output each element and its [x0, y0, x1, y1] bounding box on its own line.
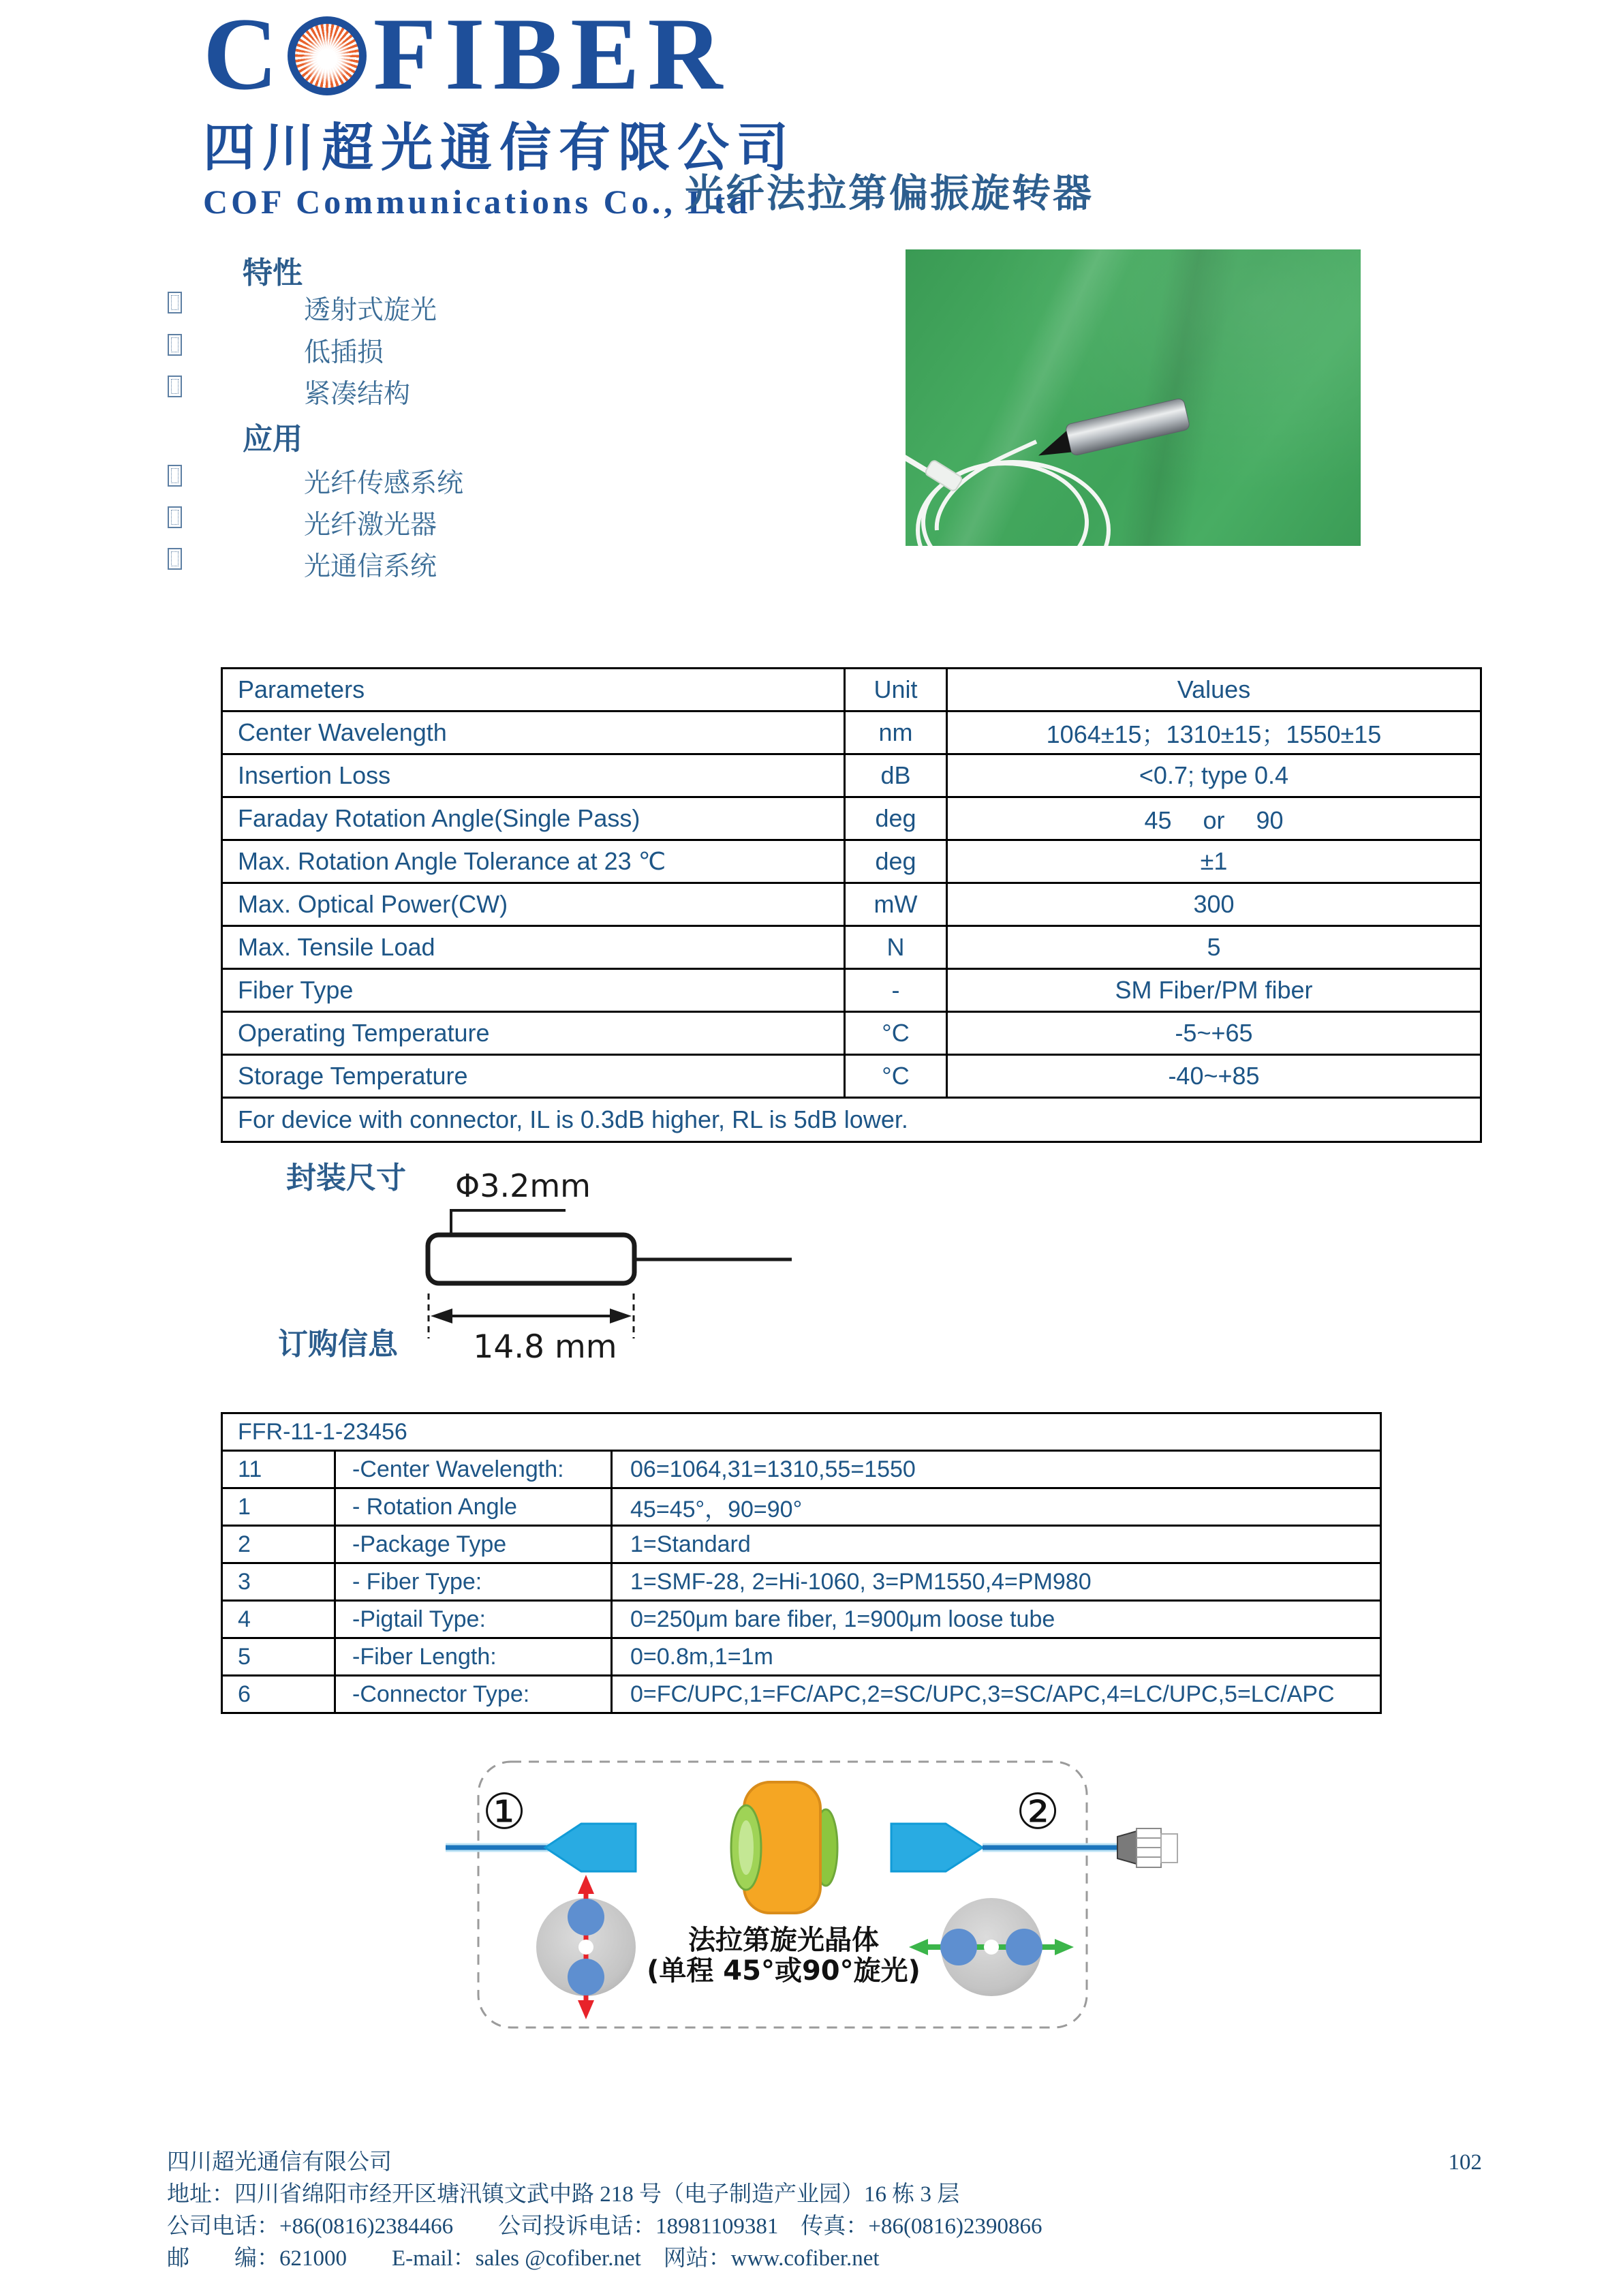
- header-unit: Unit: [845, 669, 947, 711]
- order-code: 4: [222, 1601, 335, 1638]
- dimension-drawing: [368, 1152, 831, 1370]
- arrowhead-left-icon: [431, 1308, 452, 1323]
- table-note: For device with connector, IL is 0.3dB higher, RL is 5dB lower.: [222, 1098, 1481, 1142]
- param-value: 5: [947, 926, 1481, 969]
- feature-label: 紧凑结构: [304, 380, 411, 409]
- package-size-heading: 封装尺寸: [286, 1161, 406, 1195]
- brand-letters-fiber: FIBER: [373, 0, 731, 111]
- table-row: [222, 840, 1481, 883]
- diameter-label: Φ3.2mm: [455, 1167, 591, 1204]
- param-value: <0.7; type 0.4: [947, 754, 1481, 797]
- order-field: -Package Type: [335, 1526, 612, 1563]
- product-photo-drawing: [906, 249, 1361, 546]
- page-title: 光纤法拉第偏振旋转器: [685, 172, 1094, 215]
- order-field: -Pigtail Type:: [335, 1601, 612, 1638]
- principle-schematic: [436, 1741, 1206, 2045]
- param-value: SM Fiber/PM fiber: [947, 969, 1481, 1012]
- header-values: Values: [947, 669, 1481, 711]
- param-value: -5~+65: [947, 1012, 1481, 1055]
- table-header-row: [222, 669, 1481, 711]
- center-core-dot: [984, 1940, 999, 1955]
- order-code: 1: [222, 1488, 335, 1526]
- cylinder-outline: [428, 1235, 634, 1283]
- bullet-missing-glyph-icon: [168, 334, 182, 356]
- table-row: [222, 754, 1481, 797]
- page-footer: [167, 2147, 1482, 2275]
- center-core-dot: [578, 1940, 593, 1955]
- brand-wordmark: [203, 0, 796, 111]
- bullet-missing-glyph-icon: [168, 376, 182, 397]
- param-name: Max. Tensile Load: [222, 926, 845, 969]
- param-unit: nm: [845, 711, 947, 754]
- table-row: [222, 1012, 1481, 1055]
- param-value: 45 or 90: [947, 797, 1481, 840]
- feature-item: [304, 373, 410, 411]
- table-row: [222, 1055, 1481, 1098]
- param-value: 300: [947, 883, 1481, 926]
- arrowhead-right-icon: [1055, 1939, 1074, 1955]
- applications-heading: 应用: [243, 423, 303, 456]
- param-value: ±1: [947, 840, 1481, 883]
- core-dot: [940, 1929, 977, 1965]
- company-name-cn: 四川超光通信有限公司: [203, 120, 796, 177]
- param-name: Insertion Loss: [222, 754, 845, 797]
- table-row: [222, 1563, 1381, 1601]
- param-value: -40~+85: [947, 1055, 1481, 1098]
- features-heading: 特性: [243, 256, 303, 290]
- fiber-loops: [906, 442, 1109, 546]
- table-row: [222, 1488, 1381, 1526]
- application-item: [304, 462, 463, 500]
- feature-item: [304, 331, 384, 369]
- product-photo: [906, 249, 1361, 546]
- table-note-row: [222, 1098, 1481, 1142]
- core-dot: [568, 1899, 604, 1935]
- company-name-en: COF Communications Co., Ltd: [203, 183, 752, 221]
- bullet-missing-glyph-icon: [168, 548, 182, 570]
- order-options: 45=45°，90=90°: [612, 1488, 1381, 1526]
- param-unit: deg: [845, 797, 947, 840]
- order-options: 1=Standard: [612, 1526, 1381, 1563]
- ordering-table: [221, 1412, 1382, 1714]
- application-label: 光纤传感系统: [304, 469, 464, 498]
- marker-2: ②: [1015, 1783, 1060, 1840]
- brand-letter-c: C: [203, 0, 286, 111]
- collimator-right: [891, 1824, 983, 1871]
- table-row: [222, 1676, 1381, 1713]
- bullet-missing-glyph-icon: [168, 465, 182, 487]
- table-row: [222, 711, 1481, 754]
- order-field: -Fiber Length:: [335, 1638, 612, 1676]
- param-unit: °C: [845, 1012, 947, 1055]
- param-unit: deg: [845, 840, 947, 883]
- param-unit: mW: [845, 883, 947, 926]
- param-name: Max. Optical Power(CW): [222, 883, 845, 926]
- table-row: [222, 1601, 1381, 1638]
- param-name: Max. Rotation Angle Tolerance at 23 ℃: [222, 840, 845, 883]
- application-label: 光通信系统: [304, 552, 437, 581]
- application-label: 光纤激光器: [304, 510, 437, 540]
- param-unit: -: [845, 969, 947, 1012]
- order-code: 6: [222, 1676, 335, 1713]
- param-name: Fiber Type: [222, 969, 845, 1012]
- order-field: -Center Wavelength:: [335, 1451, 612, 1488]
- collimator-left: [545, 1824, 636, 1871]
- arrowhead-up-icon: [578, 1875, 594, 1894]
- arrowhead-down-icon: [578, 2000, 594, 2019]
- table-row: [222, 1451, 1381, 1488]
- footer-company: 四川超光通信有限公司: [167, 2150, 392, 2175]
- order-options: 0=FC/UPC,1=FC/APC,2=SC/UPC,3=SC/APC,4=LC/UPC,5=LC/APC: [612, 1676, 1381, 1713]
- application-item: [304, 545, 437, 583]
- param-unit: N: [845, 926, 947, 969]
- order-options: 0=0.8m,1=1m: [612, 1638, 1381, 1676]
- order-code: 3: [222, 1563, 335, 1601]
- feature-label: 低插损: [304, 338, 384, 367]
- application-item: [304, 504, 437, 542]
- length-label: 14.8 mm: [473, 1328, 617, 1366]
- arrowhead-left-icon: [909, 1939, 928, 1955]
- footer-phones: 公司电话：+86(0816)2384466 公司投诉电话：18981109381 传真：+86(0816)2390866: [167, 2214, 1042, 2239]
- feature-label: 透射式旋光: [304, 296, 437, 325]
- page-number: 102: [1448, 2150, 1482, 2175]
- order-field: - Rotation Angle: [335, 1488, 612, 1526]
- footer-mail: 邮 编：621000 E-mail：sales @cofiber.net 网站：www.cofiber.net: [167, 2246, 880, 2271]
- part-number-row: [222, 1413, 1381, 1451]
- bullet-missing-glyph-icon: [168, 292, 182, 313]
- table-row: [222, 926, 1481, 969]
- param-name: Storage Temperature: [222, 1055, 845, 1098]
- order-options: 1=SMF-28, 2=Hi-1060, 3=PM1550,4=PM980: [612, 1563, 1381, 1601]
- bullet-missing-glyph-icon: [168, 506, 182, 528]
- table-row: [222, 1638, 1381, 1676]
- param-name: Operating Temperature: [222, 1012, 845, 1055]
- cylinder-boot: [1034, 431, 1071, 459]
- order-code: 2: [222, 1526, 335, 1563]
- core-dot: [568, 1959, 604, 1995]
- order-options: 0=250μm bare fiber, 1=900μm loose tube: [612, 1601, 1381, 1638]
- lens-left-highlight: [739, 1820, 754, 1875]
- fiber-connector: [1117, 1828, 1177, 1867]
- param-unit: dB: [845, 754, 947, 797]
- table-row: [222, 883, 1481, 926]
- sunburst-icon: [288, 16, 367, 95]
- fiber-splice-sleeve: [925, 459, 963, 492]
- parameters-table: [221, 667, 1482, 1143]
- order-field: -Connector Type:: [335, 1676, 612, 1713]
- crystal-label-line1: 法拉第旋光晶体: [688, 1925, 879, 1956]
- param-value: 1064±15；1310±15；1550±15: [947, 711, 1481, 754]
- param-unit: °C: [845, 1055, 947, 1098]
- part-number: FFR-11-1-23456: [222, 1413, 1381, 1451]
- param-name: Center Wavelength: [222, 711, 845, 754]
- footer-address: 地址：四川省绵阳市经开区塘汛镇文武中路 218 号（电子制造产业园）16 栋 3 层: [167, 2182, 960, 2207]
- core-dot: [1006, 1929, 1042, 1965]
- order-code: 5: [222, 1638, 335, 1676]
- arrowhead-right-icon: [610, 1308, 632, 1323]
- header-parameters: Parameters: [222, 669, 845, 711]
- order-options: 06=1064,31=1310,55=1550: [612, 1451, 1381, 1488]
- table-row: [222, 1526, 1381, 1563]
- rotator-cylinder: [1033, 398, 1190, 464]
- order-field: - Fiber Type:: [335, 1563, 612, 1601]
- crystal-label-line2: (单程 45°或90°旋光): [647, 1955, 921, 1987]
- ordering-info-heading: 订购信息: [278, 1328, 398, 1361]
- marker-1: ①: [482, 1783, 527, 1840]
- order-code: 11: [222, 1451, 335, 1488]
- param-name: Faraday Rotation Angle(Single Pass): [222, 797, 845, 840]
- table-row: [222, 969, 1481, 1012]
- table-row: [222, 797, 1481, 840]
- feature-item: [304, 289, 437, 327]
